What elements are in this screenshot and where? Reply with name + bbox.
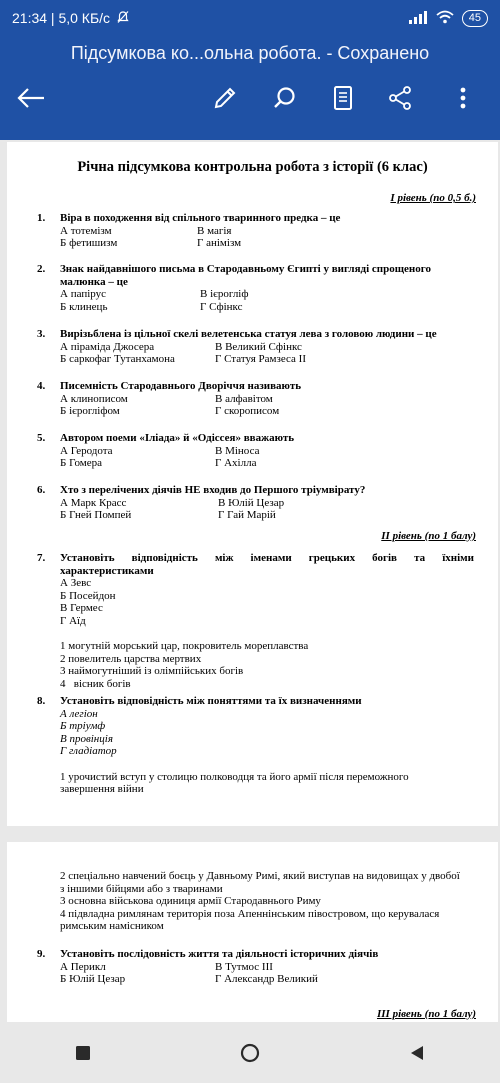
mute-notifications-icon: [116, 10, 130, 27]
option-b: Б Гомера: [60, 457, 102, 469]
option-d: Г Статуя Рамзеса ІІ: [215, 353, 306, 365]
status-time-speed: 21:34 | 5,0 КБ/с: [12, 10, 111, 26]
question-number: 3.: [37, 328, 46, 340]
more-options-button[interactable]: [445, 82, 481, 118]
level-3-heading: ІІІ рівень (по 1 балу): [376, 1008, 476, 1020]
app-title: Підсумкова ко...ольна робота. - Сохранено: [70, 43, 430, 63]
option-d: Г анімізм: [197, 237, 242, 249]
home-button[interactable]: [230, 1035, 270, 1075]
question-number: 6.: [37, 484, 46, 496]
question-8: [37, 695, 474, 796]
item-a: А легіон: [60, 707, 98, 720]
edit-button[interactable]: [207, 82, 243, 118]
level-1-heading: І рівень (по 0,5 б.): [390, 192, 476, 204]
question-text: Писемність Стародавнього Дворіччя називають: [60, 380, 302, 392]
question-text: Автором поеми «Іліада» й «Одіссея» вважають: [60, 432, 295, 444]
question-8-continued: [37, 870, 474, 933]
triangle-back-icon: [408, 1044, 426, 1067]
option-b: Б Гней Помпей: [60, 509, 132, 521]
item-d: Г гладіатор: [60, 745, 117, 757]
definition-4: 4 вісник богів: [60, 677, 131, 690]
question-number: 2.: [37, 263, 46, 275]
question-number: 8.: [37, 695, 46, 707]
item-b: Б тріумф: [60, 720, 106, 732]
option-b: Б фетишизм: [60, 237, 118, 249]
definition-2: 2 спеціально навчений боєць у Давньому Римі, який виступав на видовищах у двобої з іншими бійцями або з тваринами: [60, 870, 460, 895]
question-text-continued: характеристиками: [60, 564, 154, 577]
item-a: А Зевс: [60, 577, 92, 589]
definition-2: 2 повелитель царства мертвих: [60, 652, 202, 665]
option-a: А тотемізм: [60, 224, 112, 237]
recent-apps-button[interactable]: [63, 1035, 103, 1075]
question-6: [37, 484, 474, 522]
document-page-1[interactable]: [7, 142, 498, 826]
signal-icon: [408, 10, 428, 27]
question-3: [37, 328, 474, 366]
document-view-icon: [331, 85, 355, 116]
question-number: 1.: [37, 212, 46, 224]
question-7: [37, 552, 474, 690]
reading-mode-button[interactable]: [325, 82, 361, 118]
definition-3: 3 основна військова одиниця армії Стародавнього Риму: [60, 895, 321, 907]
option-b: Б саркофаг Тутанхамона: [60, 353, 175, 365]
option-d: Г Ахілла: [215, 457, 257, 469]
option-a: А Перикл: [60, 960, 106, 973]
square-icon: [75, 1045, 91, 1066]
option-d: Г Гай Марій: [218, 509, 276, 521]
navigation-bar: [0, 1027, 500, 1083]
question-text: Знак найдавнішого письма в Стародавньому Єгипті у вигляді спрощеного: [60, 263, 431, 275]
question-number: 9.: [37, 948, 46, 960]
circle-icon: [240, 1043, 260, 1068]
question-number: 4.: [37, 380, 46, 392]
question-text: Установіть послідовність життя та діяльності історичних діячів: [60, 948, 379, 960]
option-c: В ієрогліф: [200, 288, 249, 300]
option-d: Г скорописом: [215, 405, 280, 417]
question-number: 7.: [37, 552, 46, 564]
definition-3: 3 наймогутніший із олімпійських богів: [60, 665, 244, 677]
document-page-2[interactable]: [7, 842, 498, 1022]
search-button[interactable]: [267, 82, 303, 118]
definition-1: 1 могутній морський цар, покровитель мореплавства: [60, 640, 309, 652]
definition-1: 1 урочистий вступ у столицю полководця та його армії після переможного завершення війни: [60, 770, 409, 795]
pencil-icon: [212, 85, 238, 116]
option-c: В Юлій Цезар: [218, 496, 285, 509]
option-b: Б клинець: [60, 300, 108, 313]
level-2-heading: ІІ рівень (по 1 балу): [381, 530, 476, 542]
search-icon: [272, 85, 298, 116]
back-button[interactable]: [13, 82, 49, 118]
option-a: А піраміда Джосера: [60, 340, 155, 353]
question-1: [37, 212, 474, 250]
question-text: Хто з перелічених діячів НЕ входив до Першого тріумвірату?: [60, 484, 366, 496]
share-icon: [387, 85, 413, 116]
share-button[interactable]: [382, 82, 418, 118]
question-text: Установіть відповідність між поняттями та їх визначеннями: [60, 695, 362, 707]
option-c: В Великий Сфінкс: [215, 340, 302, 353]
option-a: А Марк Красс: [60, 496, 127, 509]
app-bar: [0, 36, 500, 140]
question-text: Вирізьблена із цільної скелі велетенська статуя лева з головою людини – це: [60, 328, 437, 340]
question-5: [37, 432, 474, 470]
wifi-icon: [436, 10, 454, 27]
back-arrow-icon: [16, 86, 46, 115]
battery-icon: 45: [462, 10, 488, 27]
item-d: Г Аїд: [60, 614, 86, 627]
option-a: А папірус: [60, 288, 106, 300]
question-text-continued: малюнка – це: [60, 275, 128, 288]
option-d: Г Сфінкс: [200, 300, 243, 313]
system-back-button[interactable]: [397, 1035, 437, 1075]
option-d: Г Александр Великий: [215, 973, 318, 985]
item-c: В Гермес: [60, 602, 103, 614]
question-4: [37, 380, 474, 418]
status-bar: [0, 0, 500, 36]
question-text: Віра в походження від спільного тваринного предка – це: [60, 212, 341, 224]
option-a: А клинописом: [60, 392, 128, 405]
option-c: В магія: [197, 224, 232, 237]
definition-4: 4 підвладна римлянам територія поза Апеннінським півостровом, що керувалася римським намісником: [60, 907, 440, 932]
option-c: В алфавітом: [215, 392, 273, 405]
option-b: Б ієрогліфом: [60, 405, 120, 417]
document-title: Річна підсумкова контрольна робота з історії (6 клас): [77, 159, 428, 175]
question-text: Установіть відповідність між іменами грецьких богів та їхніми: [60, 552, 474, 564]
question-9: [37, 948, 474, 986]
more-vertical-icon: [459, 85, 467, 116]
option-a: А Геродота: [60, 444, 113, 457]
item-c: В провінція: [60, 732, 113, 745]
question-number: 5.: [37, 432, 46, 444]
question-2: [37, 263, 474, 313]
item-b: Б Посейдон: [60, 589, 116, 602]
option-b: Б Юлій Цезар: [60, 973, 126, 985]
option-c: В Тутмос ІІІ: [215, 960, 273, 973]
option-c: В Міноса: [215, 444, 260, 457]
